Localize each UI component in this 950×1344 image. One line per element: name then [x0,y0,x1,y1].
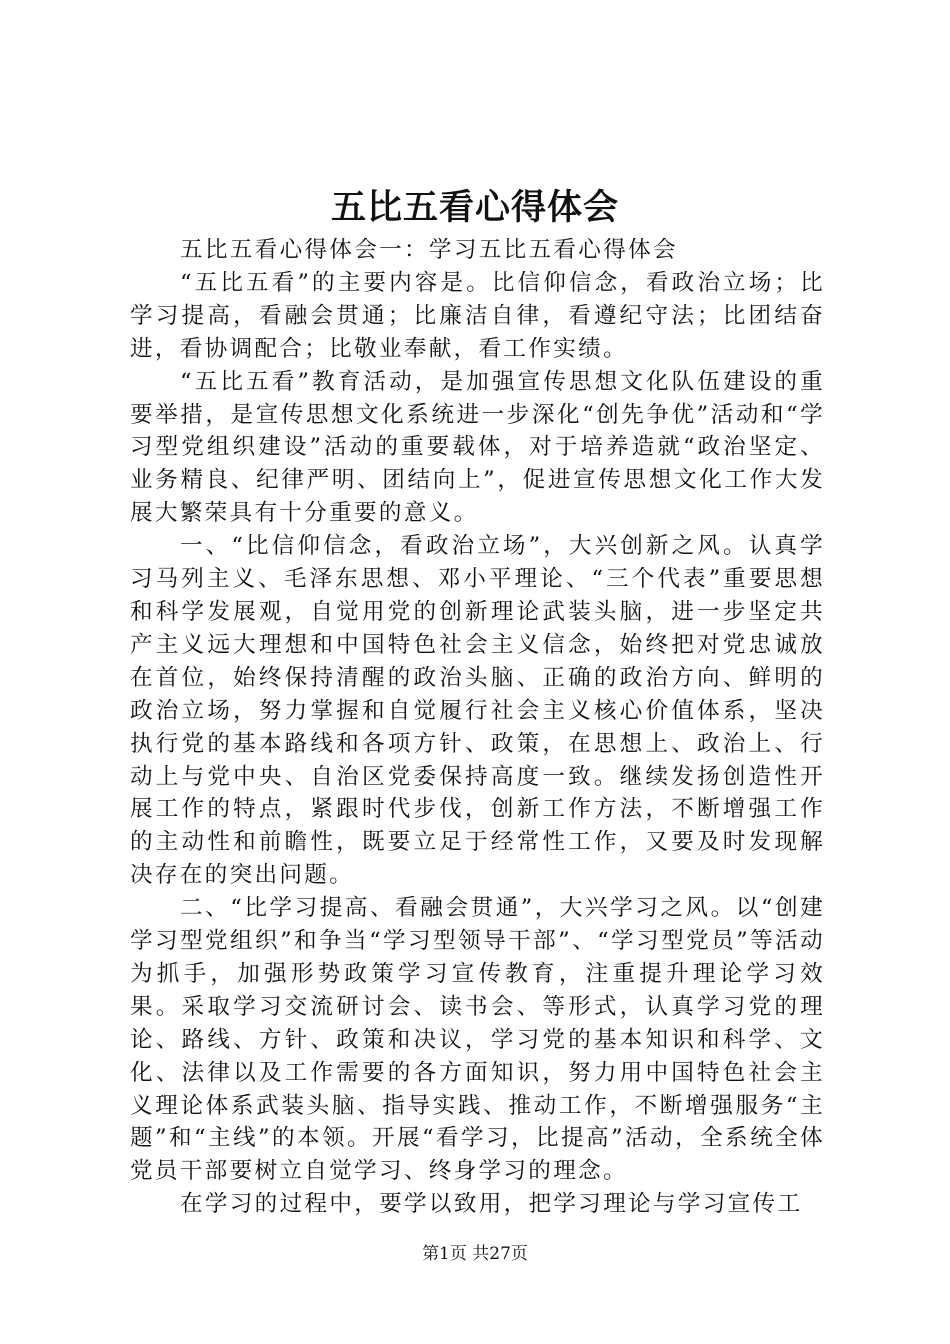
paragraph-subtitle: 五比五看心得体会一：学习五比五看心得体会 [180,237,678,263]
paragraph: “五比五看”教育活动，是加强宣传思想文化队伍建设的重要举措，是宣传思想文化系统进一步深化“创先争优”活动和“学习型党组织建设”活动的重要载体，对于培养造就“政治坚定、业务精良、纪律严明、团结向上”，促进宣传思想文化工作大发展大繁荣具有十分重要的意义。 [130,368,825,527]
paragraph: 一、“比信仰信念，看政治立场”，大兴创新之风。认真学习马列主义、毛泽东思想、邓小平理论、“三个代表”重要思想和科学发展观，自觉用党的创新理论武装头脑，进一步坚定共产主义远大理想和中国特色社会主义信念，始终把对党忠诚放在首位，始终保持清醒的政治头脑、正确的政治方向、鲜明的政治立场，努力掌握和自觉履行社会主义核心价值体系，坚决执行党的基本路线和各项方针、政策，在思想上、政治上、行动上与党中央、自治区党委保持高度一致。继续发扬创造性开展工作的特点，紧跟时代步伐，创新工作方法，不断增强工作的主动性和前瞻性，既要立足于经常性工作，又要及时发现解决存在的突出问题。 [130,533,825,889]
document-body [130,234,825,1221]
page-number-footer: 第1页 共27页 [422,1244,528,1264]
paragraph: “五比五看”的主要内容是。比信仰信念，看政治立场；比学习提高，看融会贯通；比廉洁自律，看遵纪守法；比团结奋进，看协调配合；比敬业奉献，看工作实绩。 [130,269,825,362]
paragraph: 在学习的过程中，要学以致用，把学习理论与学习宣传工 [180,1191,803,1218]
document-title: 五比五看心得体会 [330,187,619,228]
paragraph: 二、“比学习提高、看融会贯通”，大兴学习之风。以“创建学习型党组织”和争当“学习型领导干部”、“学习型党员”等活动为抓手，加强形势政策学习宣传教育，注重提升理论学习效果。采取学习交流研讨会、读书会、等形式，认真学习党的理论、路线、方针、政策和决议，学习党的基本知识和科学、文化、法律以及工作需要的各方面知识，努力用中国特色社会主义理论体系武装头脑、指导实践、推动工作，不断增强服务“主题”和“主线”的本领。开展“看学习，比提高”活动，全系统全体党员干部要树立自觉学习、终身学习的理念。 [130,895,825,1185]
